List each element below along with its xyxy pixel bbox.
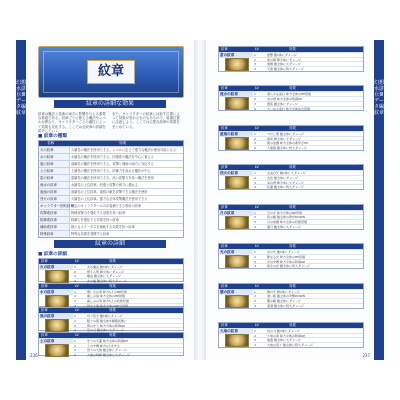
crest-block (218, 322, 364, 348)
header-crest: 紋章 (221, 86, 228, 91)
header-lv: LV (255, 283, 259, 288)
crest-level-row (253, 224, 363, 229)
header-effect: 効果 (119, 141, 127, 145)
crest-name: 土の紋章 (39, 338, 73, 344)
crest-effect: 深淵 敵全体に特大ダメージ (267, 303, 304, 308)
crest-effect: つむじ風 敵全体にダメージ (267, 131, 304, 136)
crest-level: 4 (74, 303, 76, 308)
crest-name: 月の紋章 (219, 210, 253, 216)
crest-level: 4 (254, 264, 256, 269)
header-lv: LV (255, 323, 259, 327)
row-effect: 水属性の魔法を使用できる。回復系の魔法を中心に覚える (71, 155, 154, 159)
crest-level: 2 (254, 175, 256, 180)
crest-image (225, 334, 249, 347)
crest-effect: 夜の帳 敵全体の命中DOWN (267, 215, 305, 220)
crest-level: 3 (74, 323, 76, 328)
crest-level: 3 (74, 348, 76, 353)
crest-image (45, 319, 69, 332)
crest-block (218, 125, 364, 151)
row-name: 補助系紋章 (40, 225, 57, 229)
crest-effect: 天雷 敵全体に特大ダメージ (267, 67, 304, 72)
header-effect: 効果 (289, 165, 296, 170)
header-crest: 紋章 (221, 244, 228, 249)
row-name: 流水の紋章 (40, 183, 57, 187)
crest-level-row (253, 66, 363, 71)
crest-effect: 優しさの雫 味方1人のHP回復 (87, 289, 127, 294)
left-side-tab (16, 40, 26, 360)
row-effect: 特殊な効果を発揮する紋章 (71, 232, 110, 236)
right-side-tab (374, 40, 384, 360)
crest-level: 3 (254, 220, 256, 225)
crest-block (38, 258, 184, 282)
crest-effect: 大いなる流れ 味方全体完全回復 (267, 106, 310, 111)
crest-block (218, 283, 364, 309)
crest-effect: 火の嵐 敵全体に特大ダメージ (87, 279, 127, 284)
header-crest: 紋章 (221, 165, 228, 170)
crest-name: 風の紋章 (39, 313, 73, 319)
row-effect: 風属性の魔法を使用できる。攻撃と補助の両方に対応する (71, 162, 154, 166)
crest-effect: 怒りの大地 敵全体にダメージ (87, 348, 127, 353)
crest-level: 1 (74, 265, 76, 269)
crest-level: 2 (254, 254, 256, 259)
page-number-left: 236 (30, 353, 38, 358)
crest-level-row (253, 145, 363, 150)
crest-level: 3 (254, 101, 256, 106)
crest-effect: 母なる海 味方全体のHP全回復 (87, 303, 129, 308)
header-lv: LV (255, 244, 259, 249)
crest-name: 旋風の紋章 (219, 131, 253, 137)
header-lv: LV (255, 204, 259, 209)
row-name: 水の紋章 (40, 155, 54, 159)
header-crest: 紋章 (221, 323, 228, 327)
crest-image (225, 58, 249, 71)
crest-effect: 水の壁 味方全体の防御UP (267, 97, 302, 102)
right-side-label: 幻想水滸伝Ⅲ データ編 紋章 (374, 80, 385, 116)
crest-effect: 裁きの光 敵全体に特大ダメージ (267, 264, 310, 269)
crest-level: 1 (74, 314, 76, 319)
header-lv: LV (75, 283, 79, 288)
crest-level: 2 (74, 319, 76, 324)
crest-effect: 闇の帳 敵全体にダメージ (267, 298, 301, 303)
crest-effect: 清らかな流れ 味方全体のHP回復 (267, 92, 312, 97)
crest-name: 闇の紋章 (219, 289, 253, 295)
crest-level: 4 (254, 145, 256, 150)
header-crest: 紋章 (41, 283, 48, 288)
header-crest: 紋章 (41, 259, 48, 263)
crest-effect: 爆炎 敵全体に大ダメージ (87, 274, 121, 279)
crest-image (225, 137, 249, 150)
crest-effect: 闇の矢 敵1体にダメージ (267, 289, 300, 294)
crest-effect: 火柱 敵全体にダメージ (267, 175, 298, 180)
header-effect: 効果 (109, 333, 116, 337)
crest-block (38, 283, 184, 307)
crest-level: 2 (74, 343, 76, 348)
header-lv: LV (75, 259, 79, 263)
crest-level: 2 (254, 97, 256, 102)
crest-effect: 月の加護 味方全体の状態回復 (267, 220, 307, 225)
crest-block (218, 243, 364, 269)
crest-level: 1 (254, 250, 256, 255)
header-crest: 紋章 (41, 308, 48, 313)
crest-block (218, 85, 364, 111)
crest-effect: 慈しみの雫 味方1人の状態回復 (87, 299, 129, 304)
crest-level: 1 (254, 171, 256, 176)
banner-title-box (87, 60, 135, 84)
header-lv: LV (255, 86, 259, 91)
crest-level: 4 (74, 328, 76, 333)
section-title-2: 紋章の詳細 (94, 240, 125, 247)
crest-effect: 守りの天蓋 味方全体の防御UP (87, 339, 128, 343)
crest-level-row (253, 106, 363, 111)
crest-effect: 光の守護 味方全体の防御UP (267, 259, 305, 264)
crest-name: 雷の紋章 (219, 52, 253, 58)
crest-effect: 大地の盾 味方全体の防御UP (267, 333, 305, 338)
row-name: 雷の紋章 (40, 176, 54, 180)
crest-effect: 空の刃 敵全体に大ダメージ (87, 328, 124, 333)
crest-level: 4 (254, 303, 256, 308)
crest-effect: 風の守り 味方全体の防御UP (87, 323, 125, 328)
crest-level: 3 (74, 274, 76, 279)
crest-effect: 雷の網 敵全体にダメージ (267, 57, 301, 62)
crest-name: 水の紋章 (39, 289, 73, 295)
header-lv: LV (75, 308, 79, 313)
crest-level: 4 (254, 185, 256, 190)
crest-detail-heading: ■ 紋章の詳細 (38, 252, 67, 257)
header-effect: 効果 (289, 323, 296, 327)
page-number-right: 237 (362, 353, 370, 358)
row-name: 烈火の紋章 (40, 197, 57, 201)
crest-effect: 眠りの風 敵全体を睡眠状態に (87, 319, 127, 324)
intro-column-1: 紋章は魔法と技術の両方に影響を与える重要な要素である。紋章ごとに使える魔法やレベルが異なり、キャラクターごとの適性によって効果も変化する。ここでは全紋章の詳細を紹介していく。 (38, 112, 106, 133)
intro-text (38, 112, 182, 133)
crest-level: 2 (254, 333, 256, 338)
crest-level: 4 (254, 343, 256, 348)
crest-image (45, 270, 69, 283)
row-name: 旋風の紋章 (40, 190, 57, 194)
header-effect: 効果 (109, 283, 116, 288)
crest-level: 3 (254, 259, 256, 264)
crest-effect: 燃える壁 敵全体にダメージ (87, 269, 124, 274)
crest-block (218, 164, 364, 190)
header-effect: 効果 (109, 308, 116, 313)
crest-level: 4 (254, 67, 256, 72)
header-effect: 効果 (289, 283, 296, 288)
row-effect: 防御力を強化する効果を持つ紋章 (71, 218, 119, 222)
crest-image (225, 176, 249, 189)
row-effect: 物理攻撃力を強化する効果を持つ紋章 (71, 211, 126, 215)
row-effect: 火属性の魔法を使用できる。レベルに応じて強力な魔法が使用可能になる (71, 148, 177, 152)
page-title: 紋章 (97, 64, 124, 79)
crest-name: 火の紋章 (39, 264, 73, 270)
crest-level: 2 (254, 136, 256, 141)
row-effect: 水属性の上位紋章。回復と攻撃の両方に優れる (71, 183, 138, 187)
header-crest: 紋章 (221, 204, 228, 209)
header-crest: 紋章 (221, 125, 228, 130)
crest-level: 4 (74, 353, 76, 358)
left-page (16, 40, 194, 360)
crest-level: 3 (254, 298, 256, 303)
crest-effect: 紅蓮 敵全体に特大ダメージ (267, 185, 304, 190)
row-effect: 様々なステータスを補助する効果を持つ紋章 (71, 225, 135, 229)
header-lv: LV (255, 125, 259, 130)
crest-effect: 火炎の矢 敵1体に大ダメージ (267, 171, 306, 176)
header-effect: 効果 (289, 47, 296, 51)
crest-block (38, 332, 184, 356)
crest-level: 3 (254, 62, 256, 67)
crest-effect: 癒しの雨 味方全体のHP回復 (87, 294, 126, 299)
header-lv: LV (75, 333, 79, 337)
crest-level: 1 (254, 131, 256, 136)
crest-level-row (253, 263, 363, 268)
crest-level-row (253, 184, 363, 189)
section-title: 紋章の詳細な効果 (85, 100, 134, 107)
crest-effect: 雷撃 敵1体にダメージ (267, 53, 297, 57)
crest-level: 1 (254, 53, 256, 57)
crest-image (225, 255, 249, 268)
crest-level: 2 (254, 215, 256, 220)
crest-types-heading: ■ 紋章の種類 (38, 134, 67, 139)
section-title-bar (54, 100, 166, 108)
crest-level: 2 (74, 269, 76, 274)
crest-level: 3 (254, 338, 256, 343)
crest-name: 大地の紋章 (219, 328, 253, 334)
crest-image (45, 295, 69, 308)
row-name: 風の紋章 (40, 162, 54, 166)
crest-level: 2 (254, 294, 256, 299)
row-name: 特殊紋章 (40, 232, 54, 236)
crest-level-row (253, 342, 363, 347)
crest-level: 3 (254, 141, 256, 146)
row-effect: 火属性の上位紋章。強力な全体攻撃魔法を使用できる (71, 197, 148, 201)
header-crest: 紋章 (221, 283, 228, 288)
crest-level: 3 (254, 180, 256, 185)
crest-level: 2 (254, 57, 256, 62)
crest-block (38, 307, 184, 331)
crest-effect: 風の加護 味方全体の素早さUP (267, 141, 308, 146)
crest-level: 2 (74, 294, 76, 299)
left-side-label: 幻想水滸伝Ⅲ データ編 紋章 (16, 80, 27, 116)
row-effect: 土属性の魔法を使用できる。防御力を高める魔法が中心 (71, 169, 151, 173)
crest-block (218, 204, 364, 230)
crest-effect: 土の守護 味方1人を守る (87, 343, 120, 348)
header-crest: 紋章 (221, 47, 228, 51)
crest-block (218, 46, 364, 72)
header-lv: LV (255, 47, 259, 51)
crest-level: 4 (74, 279, 76, 284)
crest-effect: 大地の咆哮 敵全体に大ダメージ (87, 353, 130, 358)
right-page (206, 40, 384, 360)
header-effect: 効果 (289, 86, 296, 91)
crest-level: 4 (254, 224, 256, 229)
crest-level: 1 (254, 92, 256, 97)
crest-types-table (38, 140, 184, 238)
crest-effect: 炎の壁 敵全体に大ダメージ (267, 180, 304, 185)
crest-level: 1 (254, 210, 256, 215)
row-effect: 雷属性の魔法を使用できる。高い攻撃力を持つ魔法を使用 (71, 176, 154, 180)
crest-level: 3 (74, 299, 76, 304)
crest-level-row (73, 352, 183, 357)
header-crest: 紋章 (41, 333, 48, 337)
crest-effect: 黒い影 敵全体の攻撃DOWN (267, 294, 305, 299)
crest-effect: 切り裂き 敵1体にダメージ (87, 314, 123, 319)
row-name: キャラクター固有紋章 (40, 204, 74, 208)
section-title-bar-2 (54, 240, 166, 248)
crest-effect: 岩の刃 敵1体にダメージ (267, 329, 300, 333)
row-effect: 特定のキャラクターのみが装備できる専用の紋章 (71, 204, 142, 208)
row-name: 防御系紋章 (40, 218, 57, 222)
intro-column-2: また、キャラクターの紋章には宿す位置によって効果が変わるものもあるので、装備位置に注意しよう。ここでは主要な紋章の効果をまとめている。 (112, 112, 180, 129)
crest-effect: 光の矢 敵1体にダメージ (267, 250, 300, 255)
crest-effect: 聖なる光 味方全体のHP回復 (267, 254, 306, 259)
book-gutter (194, 40, 206, 360)
header-effect: 効果 (289, 244, 296, 249)
crest-level-row (253, 303, 363, 308)
crest-image (225, 216, 249, 229)
header-effect: 効果 (289, 125, 296, 130)
crest-level: 1 (254, 289, 256, 294)
row-name: 攻撃系紋章 (40, 211, 57, 215)
header-lv: LV (255, 165, 259, 170)
crest-level: 1 (74, 289, 76, 294)
header-effect: 効果 (289, 204, 296, 209)
crest-effect: 雷鳴 敵全体に大ダメージ (267, 62, 301, 67)
row-name: 火の紋章 (40, 148, 54, 152)
crest-effect: 月の光 味方全体のHP回復 (267, 210, 303, 215)
crest-image (45, 344, 69, 357)
row-name: 土の紋章 (40, 169, 54, 173)
crest-name: 光の紋章 (219, 249, 253, 255)
crest-effect: 満月 敵全体に大ダメージ (267, 224, 301, 229)
crest-name: 烈火の紋章 (219, 170, 253, 176)
crest-level: 1 (74, 339, 76, 343)
table-row (39, 230, 183, 238)
crest-level: 4 (254, 106, 256, 111)
crest-image (225, 97, 249, 110)
title-banner (38, 46, 184, 98)
crest-effect: 火の魔法 敵1体にダメージ (87, 265, 123, 269)
crest-effect: 大地の怒り 敵全体に特大ダメージ (267, 343, 313, 348)
crest-effect: 地震 敵全体に大ダメージ (267, 338, 301, 343)
crest-level: 1 (254, 329, 256, 333)
crest-effect: 大旋風 敵全体に特大ダメージ (267, 145, 307, 150)
crest-effect: 激流 敵全体にダメージ (267, 101, 298, 106)
crest-image (225, 295, 249, 308)
crest-effect: 竜巻 敵全体に大ダメージ (267, 136, 301, 141)
row-effect: 風属性の上位紋章。複数の敵を攻撃できる魔法を使用 (71, 190, 148, 194)
header-effect: 効果 (109, 259, 116, 263)
header-name: 名称 (47, 141, 55, 145)
crest-name: 流水の紋章 (219, 91, 253, 97)
